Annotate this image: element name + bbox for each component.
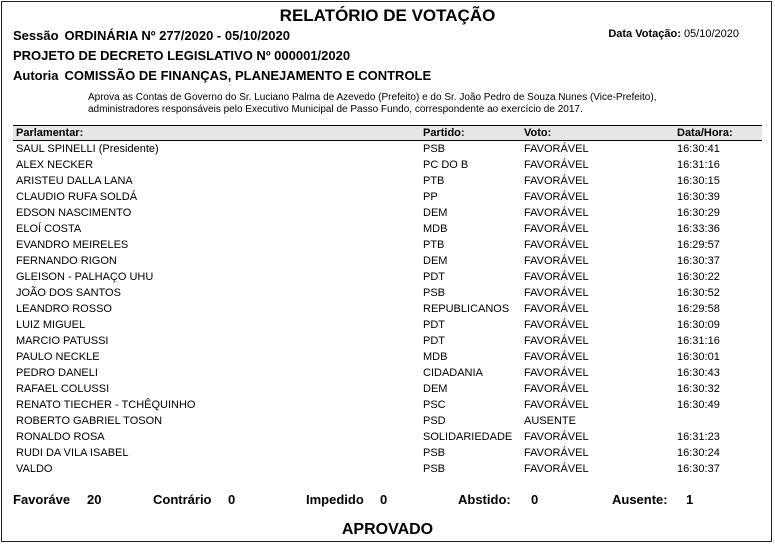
table-row bbox=[13, 269, 762, 285]
parlamentar-cell: MARCIO PATUSSI bbox=[16, 335, 109, 347]
author-line bbox=[13, 68, 431, 83]
session-label: Sessão bbox=[13, 28, 59, 43]
vote-date bbox=[608, 28, 739, 40]
session-line bbox=[13, 28, 290, 43]
table-row bbox=[13, 237, 762, 253]
parlamentar-cell: GLEISON - PALHAÇO UHU bbox=[16, 271, 154, 283]
table-row bbox=[13, 349, 762, 365]
votes-table bbox=[13, 125, 762, 477]
voto-cell: FAVORÁVEL bbox=[524, 303, 589, 315]
total-impedido-value: 0 bbox=[380, 492, 388, 507]
partido-cell: PDT bbox=[423, 319, 445, 331]
data-hora-cell: 16:29:57 bbox=[677, 239, 720, 251]
partido-cell: PDT bbox=[423, 335, 445, 347]
data-hora-cell: 16:30:49 bbox=[677, 399, 720, 411]
total-favoravel-label: Favoráve bbox=[13, 492, 71, 507]
partido-cell: PDT bbox=[423, 271, 445, 283]
partido-cell: PSB bbox=[423, 447, 446, 459]
voto-cell: FAVORÁVEL bbox=[524, 399, 589, 411]
table-row bbox=[13, 397, 762, 413]
partido-cell: DEM bbox=[423, 255, 448, 267]
vote-result: APROVADO bbox=[341, 521, 434, 538]
partido-cell: PC DO B bbox=[423, 159, 469, 171]
partido-cell: PTB bbox=[423, 239, 445, 251]
partido-cell: PSB bbox=[423, 463, 446, 475]
parlamentar-cell: ELOÍ COSTA bbox=[16, 223, 82, 235]
data-hora-cell: 16:30:37 bbox=[677, 463, 720, 475]
parlamentar-cell: CLAUDIO RUFA SOLDÁ bbox=[16, 191, 138, 203]
table-row bbox=[13, 141, 762, 158]
table-row bbox=[13, 173, 762, 189]
partido-cell: REPUBLICANOS bbox=[423, 303, 510, 315]
table-row bbox=[13, 333, 762, 349]
data-hora-cell: 16:30:41 bbox=[677, 143, 720, 155]
voto-cell: FAVORÁVEL bbox=[524, 159, 589, 171]
total-favoravel-value: 20 bbox=[87, 492, 102, 507]
data-hora-cell: 16:30:32 bbox=[677, 383, 720, 395]
parlamentar-cell: LEANDRO ROSSO bbox=[16, 303, 112, 315]
voto-cell: FAVORÁVEL bbox=[524, 431, 589, 443]
data-hora-cell: 16:30:52 bbox=[677, 287, 720, 299]
table-row bbox=[13, 221, 762, 237]
total-ausente-label: Ausente: bbox=[612, 492, 668, 507]
voto-cell: FAVORÁVEL bbox=[524, 255, 589, 267]
project-title: PROJETO DE DECRETO LEGISLATIVO Nº 000001/2020 bbox=[13, 48, 351, 63]
vote-totals bbox=[0, 492, 775, 508]
session-value: ORDINÁRIA Nº 277/2020 - 05/10/2020 bbox=[64, 28, 290, 43]
voto-cell: AUSENTE bbox=[524, 415, 576, 427]
author-value: COMISSÃO DE FINANÇAS, PLANEJAMENTO E CONTROLE bbox=[64, 68, 432, 83]
table-row bbox=[13, 445, 762, 461]
partido-cell: DEM bbox=[423, 383, 448, 395]
parlamentar-cell: FERNANDO RIGON bbox=[16, 255, 117, 267]
parlamentar-cell: ALEX NECKER bbox=[16, 159, 94, 171]
parlamentar-cell: RAFAEL COLUSSI bbox=[16, 383, 110, 395]
parlamentar-cell: ROBERTO GABRIEL TOSON bbox=[16, 415, 163, 427]
voto-cell: FAVORÁVEL bbox=[524, 383, 589, 395]
data-hora-cell: 16:30:43 bbox=[677, 367, 720, 379]
total-impedido-label: Impedido bbox=[306, 492, 364, 507]
header-voto: Voto: bbox=[521, 126, 674, 141]
data-hora-cell: 16:31:16 bbox=[677, 335, 720, 347]
partido-cell: DEM bbox=[423, 207, 448, 219]
table-row bbox=[13, 301, 762, 317]
partido-cell: PSB bbox=[423, 143, 446, 155]
partido-cell: PSD bbox=[423, 415, 446, 427]
partido-cell: PSC bbox=[423, 399, 446, 411]
voto-cell: FAVORÁVEL bbox=[524, 239, 589, 251]
table-row bbox=[13, 413, 762, 429]
header-data-hora: Data/Hora: bbox=[674, 126, 762, 141]
data-hora-cell: 16:31:16 bbox=[677, 159, 720, 171]
voto-cell: FAVORÁVEL bbox=[524, 287, 589, 299]
parlamentar-cell: JOÃO DOS SANTOS bbox=[16, 287, 121, 299]
project-description: Aprova as Contas de Governo do Sr. Luciano Palma de Azevedo (Prefeito) e do Sr. João Pedro de Souza Nunes (Vice-Prefeito), administradores responsáveis pelo Executivo Municipal de Passo Fundo, correspondente ao exercício de 2017. bbox=[88, 92, 657, 115]
parlamentar-cell: PEDRO DANELI bbox=[16, 367, 98, 379]
voto-cell: FAVORÁVEL bbox=[524, 175, 589, 187]
parlamentar-cell: EVANDRO MEIRELES bbox=[16, 239, 129, 251]
data-hora-cell: 16:30:37 bbox=[677, 255, 720, 267]
table-row bbox=[13, 317, 762, 333]
parlamentar-cell: VALDO bbox=[16, 463, 53, 475]
partido-cell: MDB bbox=[423, 223, 448, 235]
table-row bbox=[13, 189, 762, 205]
total-abstido-value: 0 bbox=[531, 492, 539, 507]
voto-cell: FAVORÁVEL bbox=[524, 143, 589, 155]
voto-cell: FAVORÁVEL bbox=[524, 271, 589, 283]
parlamentar-cell: ARISTEU DALLA LANA bbox=[16, 175, 133, 187]
parlamentar-cell: RENATO TIECHER - TCHÊQUINHO bbox=[16, 399, 196, 411]
voto-cell: FAVORÁVEL bbox=[524, 319, 589, 331]
partido-cell: MDB bbox=[423, 351, 448, 363]
data-hora-cell: 16:33:36 bbox=[677, 223, 720, 235]
voto-cell: FAVORÁVEL bbox=[524, 447, 589, 459]
data-hora-cell: 16:30:24 bbox=[677, 447, 720, 459]
table-row bbox=[13, 461, 762, 477]
voto-cell: FAVORÁVEL bbox=[524, 463, 589, 475]
partido-cell: PP bbox=[423, 191, 438, 203]
report-title: RELATÓRIO DE VOTAÇÃO bbox=[279, 6, 496, 25]
voto-cell: FAVORÁVEL bbox=[524, 191, 589, 203]
data-hora-cell: 16:30:15 bbox=[677, 175, 720, 187]
parlamentar-cell: LUIZ MIGUEL bbox=[16, 319, 86, 331]
parlamentar-cell: SAUL SPINELLI (Presidente) bbox=[16, 143, 159, 155]
table-row bbox=[13, 365, 762, 381]
vote-date-label: Data Votação: bbox=[608, 28, 681, 40]
parlamentar-cell: RUDI DA VILA ISABEL bbox=[16, 447, 129, 459]
voto-cell: FAVORÁVEL bbox=[524, 207, 589, 219]
total-ausente-value: 1 bbox=[686, 492, 694, 507]
data-hora-cell: 16:30:01 bbox=[677, 351, 720, 363]
partido-cell: PSB bbox=[423, 287, 446, 299]
voto-cell: FAVORÁVEL bbox=[524, 367, 589, 379]
table-row bbox=[13, 205, 762, 221]
parlamentar-cell: EDSON NASCIMENTO bbox=[16, 207, 132, 219]
table-row bbox=[13, 157, 762, 173]
table-row bbox=[13, 429, 762, 445]
total-contrario-value: 0 bbox=[228, 492, 236, 507]
partido-cell: CIDADANIA bbox=[423, 367, 483, 379]
header-partido: Partido: bbox=[420, 126, 521, 141]
data-hora-cell bbox=[674, 413, 762, 429]
voto-cell: FAVORÁVEL bbox=[524, 223, 589, 235]
data-hora-cell: 16:30:29 bbox=[677, 207, 720, 219]
data-hora-cell: 16:30:39 bbox=[677, 191, 720, 203]
data-hora-cell: 16:30:09 bbox=[677, 319, 720, 331]
partido-cell: PTB bbox=[423, 175, 445, 187]
table-row bbox=[13, 381, 762, 397]
vote-date-value: 05/10/2020 bbox=[683, 28, 739, 40]
parlamentar-cell: RONALDO ROSA bbox=[16, 431, 105, 443]
parlamentar-cell: PAULO NECKLE bbox=[16, 351, 100, 363]
total-abstido-label: Abstido: bbox=[458, 492, 511, 507]
header-parlamentar: Parlamentar: bbox=[13, 126, 420, 141]
table-row bbox=[13, 253, 762, 269]
table-row bbox=[13, 285, 762, 301]
table-header-row bbox=[13, 126, 762, 141]
total-contrario-label: Contrário bbox=[153, 492, 212, 507]
data-hora-cell: 16:30:22 bbox=[677, 271, 720, 283]
partido-cell: SOLIDARIEDADE bbox=[423, 431, 513, 443]
voto-cell: FAVORÁVEL bbox=[524, 351, 589, 363]
data-hora-cell: 16:31:23 bbox=[677, 431, 720, 443]
author-label: Autoria bbox=[13, 68, 59, 83]
data-hora-cell: 16:29:58 bbox=[677, 303, 720, 315]
voto-cell: FAVORÁVEL bbox=[524, 335, 589, 347]
